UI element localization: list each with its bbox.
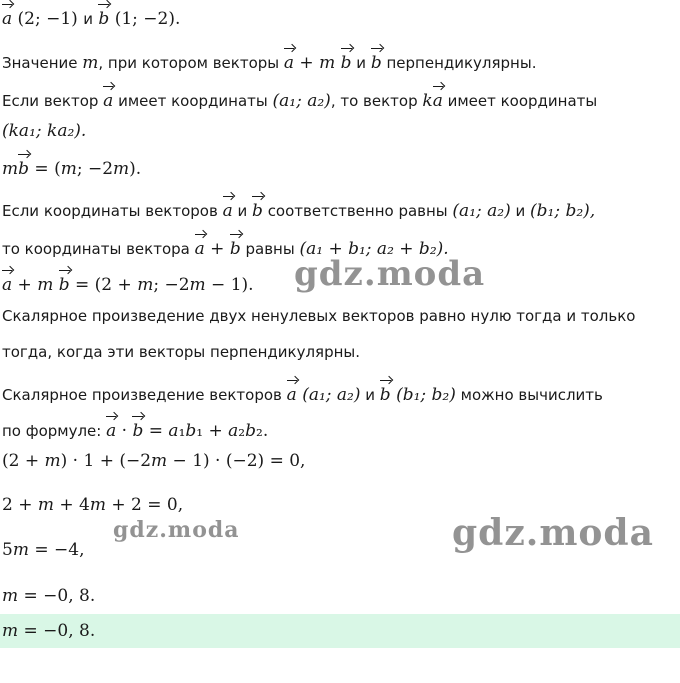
watermark: gdz.moda bbox=[294, 254, 486, 294]
watermark: gdz.moda bbox=[452, 512, 654, 554]
rule-dot-product: Скалярное произведение векторов a (a₁; a₂) и b (b₁; b₂) можно вычислить bbox=[2, 378, 603, 406]
rule-perpendicular-2: тогда, когда эти векторы перпендикулярны. bbox=[2, 343, 361, 361]
rule-sum: Если координаты векторов a и b соответственно равны (a₁; a₂) и (b₁; b₂), bbox=[2, 194, 595, 222]
rule-sum-coords: то координаты вектора a + b равны (a₁ + b₁; a₂ + b₂). bbox=[2, 232, 449, 260]
problem-statement: Значение m, при котором векторы a + m b и b перпендикулярны. bbox=[2, 46, 536, 74]
equation-step-2: 2 + m + 4m + 2 = 0, bbox=[2, 495, 184, 515]
final-answer: m = −0, 8. bbox=[2, 621, 96, 641]
dot-product-formula: по формуле: a · b = a₁b₁ + a₂b₂. bbox=[2, 414, 268, 442]
equation-step-3: 5m = −4, bbox=[2, 540, 85, 560]
rule-scalar-coords: (ka₁; ka₂). bbox=[2, 121, 87, 141]
equation-step-1: (2 + m) · 1 + (−2m − 1) · (−2) = 0, bbox=[2, 451, 306, 471]
equation-step-4: m = −0, 8. bbox=[2, 586, 96, 606]
rule-scalar-multiple: Если вектор a имеет координаты (a₁; a₂), то вектор ka имеет координаты bbox=[2, 84, 597, 112]
answer-highlight bbox=[0, 614, 680, 648]
sum-coords: a + m b = (2 + m; −2m − 1). bbox=[2, 268, 254, 296]
watermark: gdz.moda bbox=[113, 517, 240, 543]
rule-perpendicular-1: Скалярное произведение двух ненулевых векторов равно нулю тогда и только bbox=[2, 307, 636, 325]
mb-coords: mb = (m; −2m). bbox=[2, 152, 141, 180]
given-vectors: a (2; −1) и b (1; −2). bbox=[2, 2, 180, 30]
